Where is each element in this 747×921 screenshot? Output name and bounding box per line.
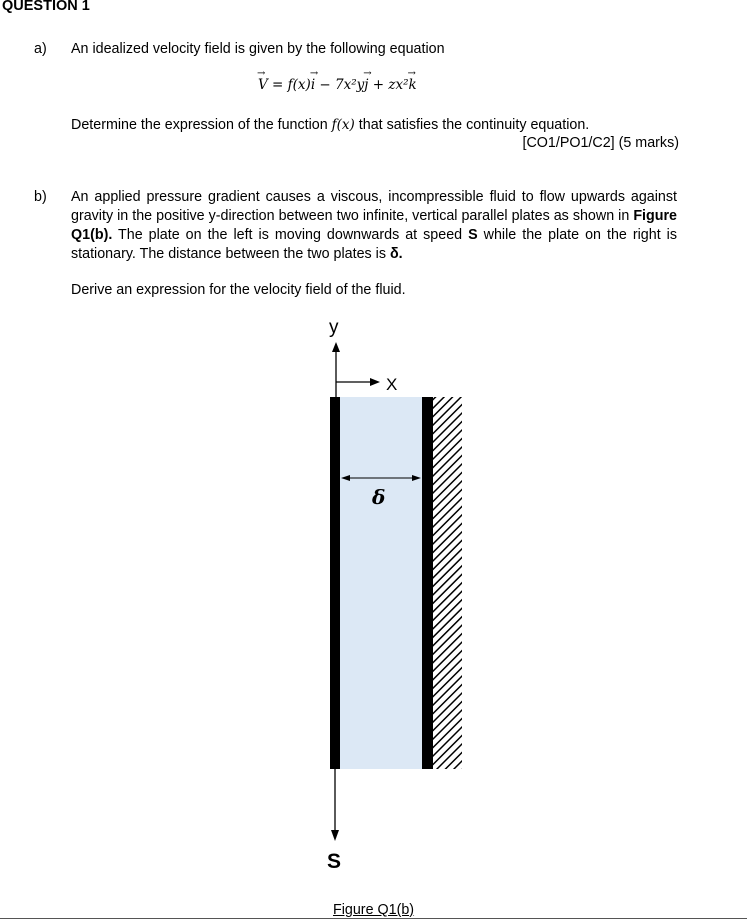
eq-unit-i: → i	[311, 77, 315, 93]
eq-lhs: → V	[258, 77, 268, 93]
question-title: QUESTION 1	[2, 0, 90, 14]
y-axis-label: y	[329, 317, 339, 338]
part-a-label: a)	[34, 41, 47, 57]
paragraph-start: An applied pressure gradient causes a viscous, incompressible fluid to flow upwards against gravity in the positive y-direction between two infinite, vertical parallel plates as shown in	[71, 189, 677, 224]
left-moving-plate	[330, 397, 340, 769]
part-a-intro: An idealized velocity field is given by the following equation	[71, 41, 445, 57]
page-bottom-rule	[0, 918, 747, 919]
delta-symbol: δ.	[389, 246, 403, 262]
fluid-region	[340, 397, 422, 769]
paragraph-end: while the plate on the right is stationary. The distance between the two plates is	[71, 227, 677, 262]
eq-term1: f(x)	[287, 77, 311, 93]
eq-term3: + zx²	[368, 77, 409, 93]
y-axis-arrowhead	[332, 342, 340, 352]
x-axis-arrowhead	[370, 378, 380, 386]
speed-symbol: S	[468, 227, 478, 243]
part-b-label: b)	[34, 189, 47, 205]
speed-arrowhead	[331, 830, 339, 841]
task-fx: f(x)	[331, 117, 355, 133]
part-b-task: Derive an expression for the velocity field of the fluid.	[71, 282, 406, 298]
figure-ref: Figure Q1(b).	[71, 208, 677, 243]
part-a-marks: [CO1/PO1/C2] (5 marks)	[522, 135, 679, 151]
figure-caption: Figure Q1(b)	[333, 902, 415, 918]
x-axis-label: X	[386, 375, 398, 394]
eq-unit-k: → k	[409, 77, 417, 93]
eq-equals: =	[267, 77, 288, 93]
task-text-start: Determine the expression of the function	[71, 117, 332, 133]
task-text-end: that satisfies the continuity equation.	[354, 117, 590, 133]
eq-unit-j: → j	[364, 77, 368, 93]
speed-label: S	[327, 850, 342, 873]
paragraph-middle: The plate on the left is moving downwards at speed	[112, 227, 469, 243]
right-stationary-plate	[422, 397, 433, 769]
delta-label: δ	[372, 485, 386, 509]
wall-hatching	[433, 397, 462, 769]
eq-term2: − 7x²y	[315, 77, 365, 93]
